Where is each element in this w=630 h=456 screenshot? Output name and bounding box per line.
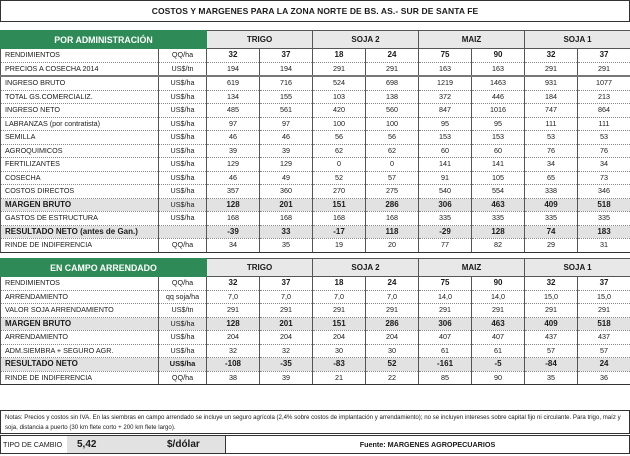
cell-value: 18 [313,49,366,63]
table-row [1,198,630,212]
cell-value: 95 [472,117,525,131]
cell-value: 85 [419,371,472,385]
cell-value: 73 [578,171,630,185]
cell-value: 56 [366,131,419,145]
cell-value: 15,0 [578,290,630,304]
cell-value: 57 [366,171,419,185]
cell-value: 291 [313,304,366,318]
cell-value: 518 [578,198,630,212]
cell-value: 97 [207,117,260,131]
cell-value: 407 [419,331,472,345]
cell-value: 291 [525,304,578,318]
row-label: RINDE DE INDIFERENCIA [1,371,159,385]
row-label: MARGEN BRUTO [1,317,159,331]
crop-header: SOJA 1 [525,259,630,277]
cell-value: 35 [525,371,578,385]
cell-value: 518 [578,317,630,331]
cell-value: 39 [260,371,313,385]
cell-value: 0 [313,158,366,172]
cell-value: 128 [472,225,525,239]
cell-value: 90 [472,277,525,291]
cell-value: 30 [313,344,366,358]
cell-value: -161 [419,358,472,372]
row-unit: US$/ha [159,158,207,172]
cell-value: 619 [207,76,260,90]
table-campo-arrendado [0,258,630,385]
cell-value: -83 [313,358,366,372]
table-row [1,131,630,145]
cell-value: 540 [419,185,472,199]
table-row [1,317,630,331]
row-label: FERTILIZANTES [1,158,159,172]
cell-value: 437 [578,331,630,345]
cell-value: 168 [313,212,366,226]
cell-value: 1016 [472,104,525,118]
cell-value: 286 [366,198,419,212]
crop-header: TRIGO [207,31,313,49]
cell-value: 168 [366,212,419,226]
cell-value: 306 [419,198,472,212]
cell-value: 335 [472,212,525,226]
cell-value: 31 [578,239,630,253]
cell-value: 52 [366,358,419,372]
cell-value: 118 [366,225,419,239]
row-label: RENDIMIENTOS [1,49,159,63]
cell-value: 437 [525,331,578,345]
cell-value: 485 [207,104,260,118]
cell-value: 204 [313,331,366,345]
cell-value: 39 [207,144,260,158]
cell-value: 57 [578,344,630,358]
table-row [1,304,630,318]
row-unit: US$/ha [159,144,207,158]
cell-value: 32 [207,277,260,291]
table-row [1,144,630,158]
cell-value: 20 [366,239,419,253]
row-label: SEMILLA [1,131,159,145]
row-unit: QQ/ha [159,371,207,385]
row-label: INGRESO NETO [1,104,159,118]
cell-value: 32 [207,344,260,358]
cell-value: 100 [366,117,419,131]
row-unit: QQ/ha [159,277,207,291]
cell-value: 194 [207,62,260,76]
crop-header: MAIZ [419,31,525,49]
cell-value: 95 [419,117,472,131]
cell-value: 306 [419,317,472,331]
cell-value: 153 [472,131,525,145]
row-unit: US$/ha [159,171,207,185]
cell-value: 931 [525,76,578,90]
cell-value: 18 [313,277,366,291]
cell-value: 97 [260,117,313,131]
page-title: COSTOS Y MARGENES PARA LA ZONA NORTE DE BS. AS.- SUR DE SANTA FE [0,0,630,22]
cell-value: 291 [419,304,472,318]
cell-value: 409 [525,198,578,212]
row-label: RESULTADO NETO (antes de Gan.) [1,225,159,239]
cell-value: 291 [366,62,419,76]
cell-value: 213 [578,90,630,104]
cell-value: 420 [313,104,366,118]
cell-value: 14,0 [419,290,472,304]
cell-value: 338 [525,185,578,199]
cell-value: 204 [207,331,260,345]
cell-value: 153 [419,131,472,145]
cell-value: 270 [313,185,366,199]
cell-value: 46 [207,171,260,185]
cell-value: 163 [472,62,525,76]
cell-value: 128 [207,198,260,212]
cell-value: 698 [366,76,419,90]
crop-header: SOJA 1 [525,31,630,49]
table-header-row [1,259,630,277]
cell-value: 32 [525,49,578,63]
cell-value: 463 [472,198,525,212]
cell-value: 560 [366,104,419,118]
table-row [1,371,630,385]
cell-value: 75 [419,49,472,63]
cell-value: 141 [419,158,472,172]
cell-value: 847 [419,104,472,118]
row-unit: US$/ha [159,358,207,372]
cell-value: 22 [366,371,419,385]
cell-value: 34 [578,158,630,172]
cell-value: 275 [366,185,419,199]
cell-value: 151 [313,198,366,212]
cell-value: 409 [525,317,578,331]
cell-value: 554 [472,185,525,199]
cell-value: 34 [525,158,578,172]
footer-bar [0,435,630,454]
cell-value: 747 [525,104,578,118]
cell-value: 46 [260,131,313,145]
row-label: ADM.SIEMBRA + SEGURO AGR. [1,344,159,358]
row-label: ARRENDAMIENTO [1,290,159,304]
row-unit: QQ/ha [159,49,207,63]
exchange-rate-unit: $/dólar [167,436,225,453]
cell-value: 129 [260,158,313,172]
cell-value: 291 [578,304,630,318]
row-unit: QQ/ha [159,239,207,253]
cell-value: 155 [260,90,313,104]
table-row [1,90,630,104]
cell-value: 291 [472,304,525,318]
cell-value: 61 [472,344,525,358]
cell-value: -108 [207,358,260,372]
cell-value: 446 [472,90,525,104]
cell-value: 184 [525,90,578,104]
row-label: COSECHA [1,171,159,185]
cell-value: 76 [578,144,630,158]
row-label: MARGEN BRUTO [1,198,159,212]
cell-value: 65 [525,171,578,185]
cell-value: 24 [366,277,419,291]
table-row [1,62,630,76]
cell-value: 0 [366,158,419,172]
cell-value: 37 [578,49,630,63]
cell-value: 134 [207,90,260,104]
cell-value: 19 [313,239,366,253]
table-row [1,117,630,131]
cell-value: 52 [313,171,366,185]
table-header-row [1,31,630,49]
row-label: RENDIMIENTOS [1,277,159,291]
cell-value: 32 [525,277,578,291]
crop-header: SOJA 2 [313,31,419,49]
cell-value: 46 [207,131,260,145]
exchange-rate-value: 5,42 [67,436,167,453]
cell-value: 62 [313,144,366,158]
cell-value: 524 [313,76,366,90]
row-unit: US$/ha [159,344,207,358]
cell-value: 168 [260,212,313,226]
cell-value: 33 [260,225,313,239]
cell-value: 49 [260,171,313,185]
notes-text: Notas: Precios y costos sin IVA. En las siembras en campo arrendado se incluye un seguro agrícola (2,4% sobre costos de implantación y arrendamiento); no se incluyen intereses sobre capital fijo ni circulante. Para trigo, maíz y soja, distancia a puerto (30 km flete corto + 200 km flete largo). [0,410,630,434]
row-unit: US$/ha [159,317,207,331]
cell-value: -35 [260,358,313,372]
table-row [1,171,630,185]
cell-value: 291 [260,304,313,318]
cell-value: 183 [578,225,630,239]
row-unit: US$/ha [159,185,207,199]
cell-value: 53 [525,131,578,145]
cell-value: 32 [260,344,313,358]
row-label: RESULTADO NETO [1,358,159,372]
section-title: EN CAMPO ARRENDADO [1,259,207,277]
cell-value: 129 [207,158,260,172]
cell-value: 7,0 [207,290,260,304]
cell-value: 7,0 [366,290,419,304]
cell-value: 53 [578,131,630,145]
cell-value: -29 [419,225,472,239]
cell-value: 291 [207,304,260,318]
cell-value: 60 [472,144,525,158]
row-label: ARRENDAMIENTO [1,331,159,345]
cell-value: 7,0 [260,290,313,304]
table-row [1,358,630,372]
cell-value: 29 [525,239,578,253]
table-row [1,104,630,118]
cell-value: 204 [260,331,313,345]
cell-value: 335 [419,212,472,226]
cell-value: 7,0 [313,290,366,304]
cell-value: -84 [525,358,578,372]
table-row [1,290,630,304]
row-unit: US$/tn [159,304,207,318]
cell-value: 24 [366,49,419,63]
cell-value: 201 [260,317,313,331]
cell-value: 291 [366,304,419,318]
row-unit: US$/ha [159,76,207,90]
cell-value: 24 [578,358,630,372]
row-label: GASTOS DE ESTRUCTURA [1,212,159,226]
cell-value: 82 [472,239,525,253]
row-unit: US$/ha [159,331,207,345]
cell-value: 335 [525,212,578,226]
row-label: INGRESO BRUTO [1,76,159,90]
cell-value: 103 [313,90,366,104]
row-unit: US$/ha [159,117,207,131]
cell-value: -17 [313,225,366,239]
crop-header: SOJA 2 [313,259,419,277]
cell-value: 90 [472,49,525,63]
table-row [1,49,630,63]
cell-value: 91 [419,171,472,185]
cell-value: 14,0 [472,290,525,304]
cell-value: 39 [260,144,313,158]
exchange-rate-label: TIPO DE CAMBIO [3,440,63,449]
cell-value: 346 [578,185,630,199]
cell-value: 864 [578,104,630,118]
table-row [1,76,630,90]
crop-header: MAIZ [419,259,525,277]
cell-value: 194 [260,62,313,76]
cell-value: 37 [260,49,313,63]
row-label: PRECIOS A COSECHA 2014 [1,62,159,76]
cell-value: 77 [419,239,472,253]
cell-value: 105 [472,171,525,185]
table-row [1,344,630,358]
cell-value: 1077 [578,76,630,90]
section-title: POR ADMINISTRACIÓN [1,31,207,49]
cell-value: 32 [207,49,260,63]
cell-value: 30 [366,344,419,358]
row-unit: US$/ha [159,90,207,104]
row-label: LABRANZAS (por contratista) [1,117,159,131]
row-label: RINDE DE INDIFERENCIA [1,239,159,253]
cell-value: 62 [366,144,419,158]
cell-value: 360 [260,185,313,199]
cell-value: 151 [313,317,366,331]
cell-value: 1463 [472,76,525,90]
cell-value: 372 [419,90,472,104]
cell-value: 291 [525,62,578,76]
row-label: AGROQUIMICOS [1,144,159,158]
source-label: Fuente: MARGENES AGROPECUARIOS [225,436,629,453]
cell-value: 21 [313,371,366,385]
table-row [1,277,630,291]
row-label: VALOR SOJA ARRENDAMIENTO [1,304,159,318]
cell-value: 128 [207,317,260,331]
cell-value: 463 [472,317,525,331]
cell-value: 100 [313,117,366,131]
cell-value: 74 [525,225,578,239]
table-row [1,225,630,239]
cell-value: 61 [419,344,472,358]
cell-value: 201 [260,198,313,212]
row-unit: US$/ha [159,104,207,118]
row-unit: US$/ha [159,131,207,145]
cell-value: 76 [525,144,578,158]
cell-value: 716 [260,76,313,90]
cell-value: -5 [472,358,525,372]
cell-value: 90 [472,371,525,385]
cell-value: 286 [366,317,419,331]
cell-value: 204 [366,331,419,345]
crop-header: TRIGO [207,259,313,277]
cell-value: 407 [472,331,525,345]
row-unit: qq soja/ha [159,290,207,304]
row-unit: US$/tn [159,62,207,76]
cell-value: 291 [578,62,630,76]
cell-value: 138 [366,90,419,104]
cell-value: 357 [207,185,260,199]
cell-value: 38 [207,371,260,385]
cell-value: 15,0 [525,290,578,304]
cell-value: 1219 [419,76,472,90]
cell-value: 37 [578,277,630,291]
cell-value: 141 [472,158,525,172]
table-row [1,331,630,345]
table-row [1,185,630,199]
cell-value: 561 [260,104,313,118]
cell-value: 75 [419,277,472,291]
row-unit: US$/ha [159,212,207,226]
cell-value: 168 [207,212,260,226]
cell-value: 60 [419,144,472,158]
row-label: TOTAL GS.COMERCIALIZ. [1,90,159,104]
cell-value: 163 [419,62,472,76]
cell-value: 335 [578,212,630,226]
cell-value: 36 [578,371,630,385]
table-row [1,212,630,226]
cell-value: 37 [260,277,313,291]
row-unit: US$/ha [159,198,207,212]
cell-value: 35 [260,239,313,253]
row-label: COSTOS DIRECTOS [1,185,159,199]
row-unit [159,225,207,239]
table-row [1,239,630,253]
cell-value: 111 [525,117,578,131]
cell-value: 57 [525,344,578,358]
cell-value: 111 [578,117,630,131]
table-por-administracion [0,30,630,253]
cell-value: 56 [313,131,366,145]
cell-value: -39 [207,225,260,239]
cell-value: 291 [313,62,366,76]
cell-value: 34 [207,239,260,253]
table-row [1,158,630,172]
